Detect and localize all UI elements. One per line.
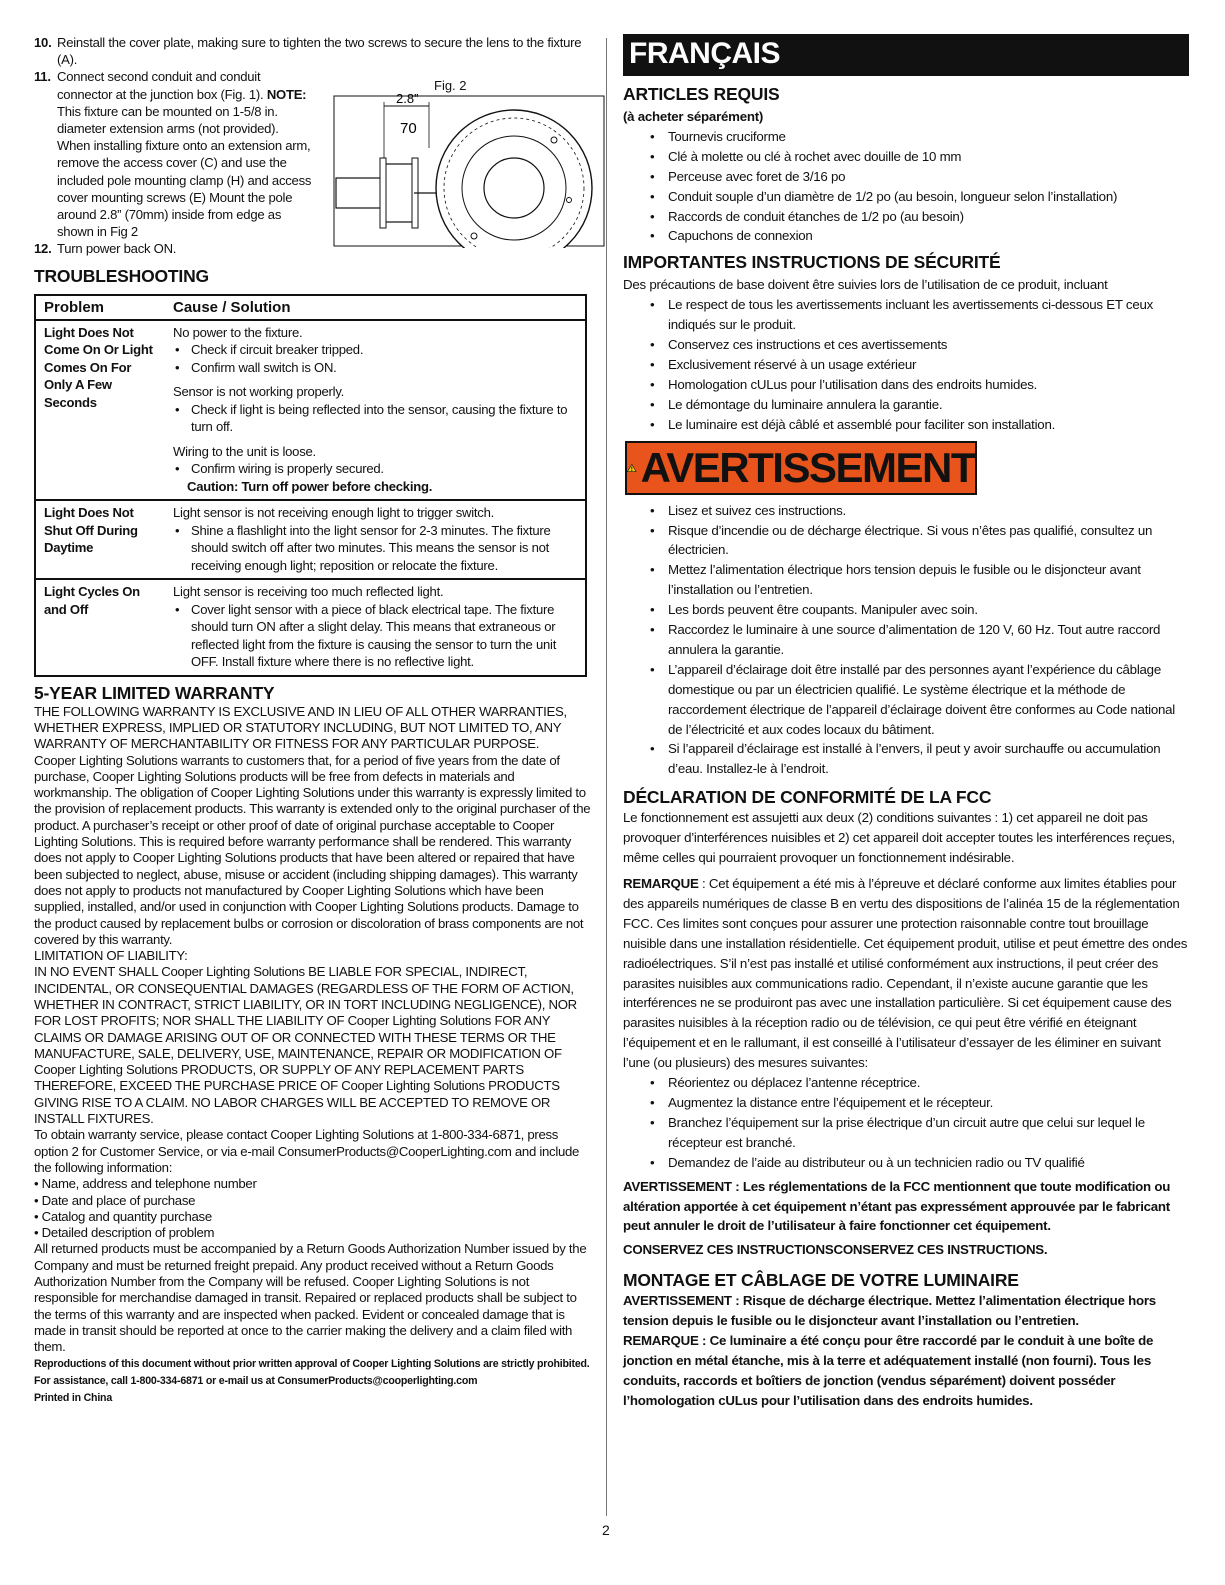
fcc-measures-list [650,1073,1189,1173]
francais-banner: FRANÇAIS [623,34,1189,76]
list-item: • Le luminaire est déjà câblé et assemblé pour faciliter son installation. [650,415,1189,435]
list-item: • Les bords peuvent être coupants. Manipuler avec soin. [650,600,1189,620]
required-items-subtitle: (à acheter séparément) [623,109,764,124]
warning-banner-text: AVERTISSEMENT [640,443,975,491]
list-item: • Branchez l’équipement sur la prise électrique d’un circuit autre que celui sur lequel le récepteur est branché. [650,1113,1189,1153]
problem-cell: Light Does Not Come On Or Light Comes On For Only A Few Seconds [35,320,165,501]
table-row [35,579,586,676]
liability-heading: LIMITATION OF LIABILITY: [34,948,188,964]
list-item: • Name, address and telephone number [34,1176,257,1192]
required-items-list [650,127,1189,246]
warranty-disclaimer: THE FOLLOWING WARRANTY IS EXCLUSIVE AND IN LIEU OF ALL OTHER WARRANTIES, WHETHER EXPRESS, IMPLIED OR STATUTORY INCLUDING, BUT NOT LIMITED TO, ANY WARRANTY OF MERCHANTABILITY OR FITNESS FOR ANY PARTICULAR PURPOSE. [34,703,567,752]
footer-printed: Printed in China [34,1391,113,1404]
list-item: • Si l’appareil d’éclairage est installé à l’envers, il peut y avoir surchauffe ou accumulation d’eau. Installez-le à l’endroit. [650,739,1189,779]
dimension-inch: 2.8” [396,91,419,106]
fcc-warning: AVERTISSEMENT : Les réglementations de la FCC mentionnent que toute modification ou altération apportée à cet équipement n’étant pas expressément approuvée par le fabricant peut annuler le droit de l’utilisateur à faire fonctionner cet équipement. [623,1178,1171,1234]
solution-cell: Light sensor is receiving too much reflected light. • Cover light sensor with a piece of black electrical tape. The fixture should turn ON after a slight delay. This means that extraneous or reflected light from the fixture is causing the sensor to turn the unit OFF. Install fixture where there is no reflective light. [165,579,586,676]
footer-assistance: For assistance, call 1-800-334-6871 or e-mail us at ConsumerProducts@cooperlighting.com [34,1374,478,1387]
list-item: • Conduit souple d’un diamètre de 1/2 po (au besoin, longueur selon l’installation) [650,187,1189,207]
caution-text: Caution: Turn off power before checking. [187,478,433,494]
safety-intro: Des précautions de base doivent être suivies lors de l’utilisation de ce produit, incluant [623,277,1108,293]
fcc-conditions: Le fonctionnement est assujetti aux deux (2) conditions suivantes : 1) cet appareil ne doit pas provoquer d’interférences nuisibles et 2) cet appareil doit accepter toutes les interférences reçues, même celles qui pourraient provoquer un fonctionnement indésirable. [623,810,1176,866]
header-problem: Problem [35,295,165,320]
table-header-row [35,295,586,320]
problem-cell: Light Cycles On and Off [35,579,165,676]
list-item: • Raccordez le luminaire à une source d’alimentation de 120 V, 60 Hz. Tout autre raccord annulera la garantie. [650,620,1189,660]
list-item: • Demandez de l’aide au distributeur ou à un technicien radio ou TV qualifié [650,1153,1189,1173]
solution-cell: Light sensor is not receiving enough light to trigger switch. • Shine a flashlight into the light sensor for 2-3 minutes. The fixture should switch off after two minutes. This means the sensor is not receiving enough light; reposition or relocate the fixture. [165,500,586,579]
table-row [35,500,586,579]
warning-banner [625,441,977,495]
list-item: • Réorientez ou déplacez l’antenne réceptrice. [650,1073,1189,1093]
list-item: • Clé à molette ou clé à rochet avec douille de 10 mm [650,147,1189,167]
list-item: • Catalog and quantity purchase [34,1208,212,1224]
list-item: • Le démontage du luminaire annulera la garantie. [650,395,1189,415]
figure-2-diagram [324,78,609,248]
list-item: • Detailed description of problem [34,1225,215,1241]
table-row [35,320,586,501]
list-item: • Homologation cULus pour l’utilisation dans des endroits humides. [650,375,1189,395]
problem-cell: Light Does Not Shut Off During Daytime [35,500,165,579]
warranty-contact: To obtain warranty service, please contact Cooper Lighting Solutions at 1-800-334-6871, press option 2 for Customer Service, or via e-mail ConsumerProducts@CooperLighting.com and include the following information: [34,1127,580,1175]
footer-reproduction: Reproductions of this document without prior written approval of Cooper Lighting Solutions are strictly prohibited. [34,1357,590,1370]
step-11: 11. Connect second conduit and conduit connector at the junction box (Fig. 1). NOTE: This fixture can be mounted on 1-5/8 in. diameter extension arms (not provided). When installing fixture onto an extension arm, remove the access cover (C) and use the included pole mounting clamp (H) and access cover mounting screws (E) Mount the pole around 2.8” (70mm) inside from edge as shown in Fig 2 [34,69,312,240]
fcc-title: DÉCLARATION DE CONFORMITÉ DE LA FCC [623,787,992,808]
list-item: • Risque d’incendie ou de décharge électrique. Si vous n’êtes pas qualifié, consultez un électricien. [650,521,1189,561]
safety-list [650,295,1189,434]
list-item: • Lisez et suivez ces instructions. [650,501,1189,521]
fcc-note: REMARQUE : Cet équipement a été mis à l’épreuve et déclaré conforme aux limites établies pour des appareils numériques de classe B en vertu des dispositions de l’alinéa 15 de la réglementation FCC. Ces limites sont conçues pour assurer une protection raisonnable contre tout brouillage nuisible dans une installation résidentielle. Cet équipement produit, utilise et peut émettre des ondes radioélectriques. S’il n’est pas installé et utilisé conformément aux instructions, il peut créer des parasites nuisibles aux communications radio. Cependant, il n’existe aucune garantie que les interférences ne se produiront pas avec une installation particulière. Si cet équipement cause des parasites nuisibles à la réception radio ou de télévision, ce qui peut être vérifié en éteignant l’équipement et en le rallumant, il est conseillé à l’utilisateur d’essayer de les éliminer en suivant l’une (ou plusieurs) des mesures suivantes: [623,876,1188,1071]
required-items-title: ARTICLES REQUIS [623,84,780,104]
header-cause-solution: Cause / Solution [165,295,586,320]
liability-terms: IN NO EVENT SHALL Cooper Lighting Solutions BE LIABLE FOR SPECIAL, INDIRECT, INCIDENTAL, OR CONSEQUENTIAL DAMAGES (REGARDLESS OF THE FORM OF ACTION, WHETHER IN CONTRACT, STRICT LIABILITY, OR IN TORT INCLUDING NEGLIGENCE), NOR FOR LOST PROFITS; NOR SHALL THE LIABILITY OF Cooper Lighting Solutions FOR ANY CLAIMS OR DAMAGE ARISING OUT OF OR CONNECTED WITH THESE TERMS OR THE MANUFACTURE, SALE, DELIVERY, USE, MAINTENANCE, REPAIR OR MODIFICATION OF Cooper Lighting Solutions PRODUCTS, OR SUPPLY OF ANY REPLACEMENT PARTS THEREFORE, EXCEED THE PURCHASE PRICE OF Cooper Lighting Solutions PRODUCTS GIVING RISE TO A CLAIM. NO LABOR CHARGES WILL BE ACCEPTED TO REMOVE OR INSTALL FIXTURES. [34,964,577,1127]
list-item: • Exclusivement réservé à un usage extérieur [650,355,1189,375]
list-item: • L’appareil d’éclairage doit être installé par des personnes ayant l’expérience du câblage domestique ou par un électricien qualifié. Le système électrique et la méthode de raccordement électrique de l’appareil d’éclairage doivent être conformes au Code national de l’électricité et aux codes locaux du bâtiment. [650,660,1189,740]
return-policy: All returned products must be accompanied by a Return Goods Authorization Number issued by the Company and must be returned freight prepaid. Any product received without a Return Goods Authorization Number from the Company will be refused. Cooper Lighting Solutions is not responsible for merchandise damaged in transit. Repaired or replaced products shall be subject to the terms of this warranty and are inspected when packed. Evident or concealed damage that is made in transit should be reported at once to the carrier making the delivery and a claim filed with them. [34,1241,587,1355]
dimension-mm: 70 [400,120,417,137]
list-item: • Augmentez la distance entre l’équipement et le récepteur. [650,1093,1189,1113]
solution-cell: No power to the fixture. • Check if circuit breaker tripped. • Confirm wall switch is ON. Sensor is not working properly. • Check if light is being reflected into the sensor, causing the fixture to turn off. Wiring to the unit is loose. • Confirm wiring is properly secured. Caution: Turn off power before checking. [165,320,586,501]
mounting-note: REMARQUE : Ce luminaire a été conçu pour être raccordé par le conduit à une boîte de jonction en métal étanche, mis à la terre et adéquatement installé (non fourni). Tous les conduits, raccords et boîtiers de jonction (vendus séparément) doivent posséder l’homologation cULus pour l’utilisation dans des endroits humides. [623,1333,1154,1408]
troubleshooting-title: TROUBLESHOOTING [34,265,209,286]
step-12: 12. Turn power back ON. [34,241,177,257]
list-item: • Date and place of purchase [34,1192,196,1208]
warning-list [650,501,1189,780]
page-number: 2 [602,1522,610,1538]
warning-triangle-icon [627,445,637,491]
list-item: • Conservez ces instructions et ces avertissements [650,335,1189,355]
mounting-warning: AVERTISSEMENT : Risque de décharge électrique. Mettez l’alimentation électrique hors tension depuis le fusible ou le disjoncteur avant l’installation ou l’entretien. [623,1293,1156,1329]
step-10: 10. Reinstall the cover plate, making sure to tighten the two screws to secure the lens to the fixture (A). [34,35,582,68]
figure-label: Fig. 2 [434,78,467,93]
list-item: • Le respect de tous les avertissements incluant les avertissements ci-dessous ET ceux indiqués sur le produit. [650,295,1189,335]
warranty-terms: Cooper Lighting Solutions warrants to customers that, for a period of five years from the date of purchase, Cooper Lighting Solutions products will be free from defects in materials and workmanship. The obligation of Cooper Lighting Solutions under this warranty is expressly limited to the provision of replacement products. This warranty is extended only to the original purchaser of the product. A purchaser’s receipt or other proof of date of original purchase acceptable to Cooper Lighting Solutions. This is required before warranty performance shall be rendered. This warranty does not apply to Cooper Lighting Solutions products that have been altered or repaired that have been subjected to neglect, abuse, misuse or accident (including shipping damages). This warranty does not apply to products not manufactured by Cooper Lighting Solutions which have been supplied, installed, and/or used in conjunction with Cooper Lighting Solutions products. Damage to the product caused by replacement bulbs or corrosion or discoloration of brass components are not covered by this warranty. [34,752,591,947]
left-column [34,34,594,1407]
conserve-instructions: CONSERVEZ CES INSTRUCTIONSCONSERVEZ CES INSTRUCTIONS. [623,1242,1048,1258]
right-column-french [623,34,1189,1411]
warranty-section [34,683,594,1407]
warranty-title: 5-YEAR LIMITED WARRANTY [34,682,275,703]
troubleshooting-table [34,294,587,677]
list-item: • Raccords de conduit étanches de 1/2 po (au besoin) [650,207,1189,227]
list-item: • Tournevis cruciforme [650,127,1189,147]
column-divider [606,38,607,1516]
list-item: • Perceuse avec foret de 3/16 po [650,167,1189,187]
mounting-title: MONTAGE ET CÂBLAGE DE VOTRE LUMINAIRE [623,1270,1019,1291]
list-item: • Capuchons de connexion [650,226,1189,246]
safety-title: IMPORTANTES INSTRUCTIONS DE SÉCURITÉ [623,252,1001,273]
list-item: • Mettez l’alimentation électrique hors tension depuis le fusible ou le disjoncteur avant l’installation ou l’entretien. [650,560,1189,600]
